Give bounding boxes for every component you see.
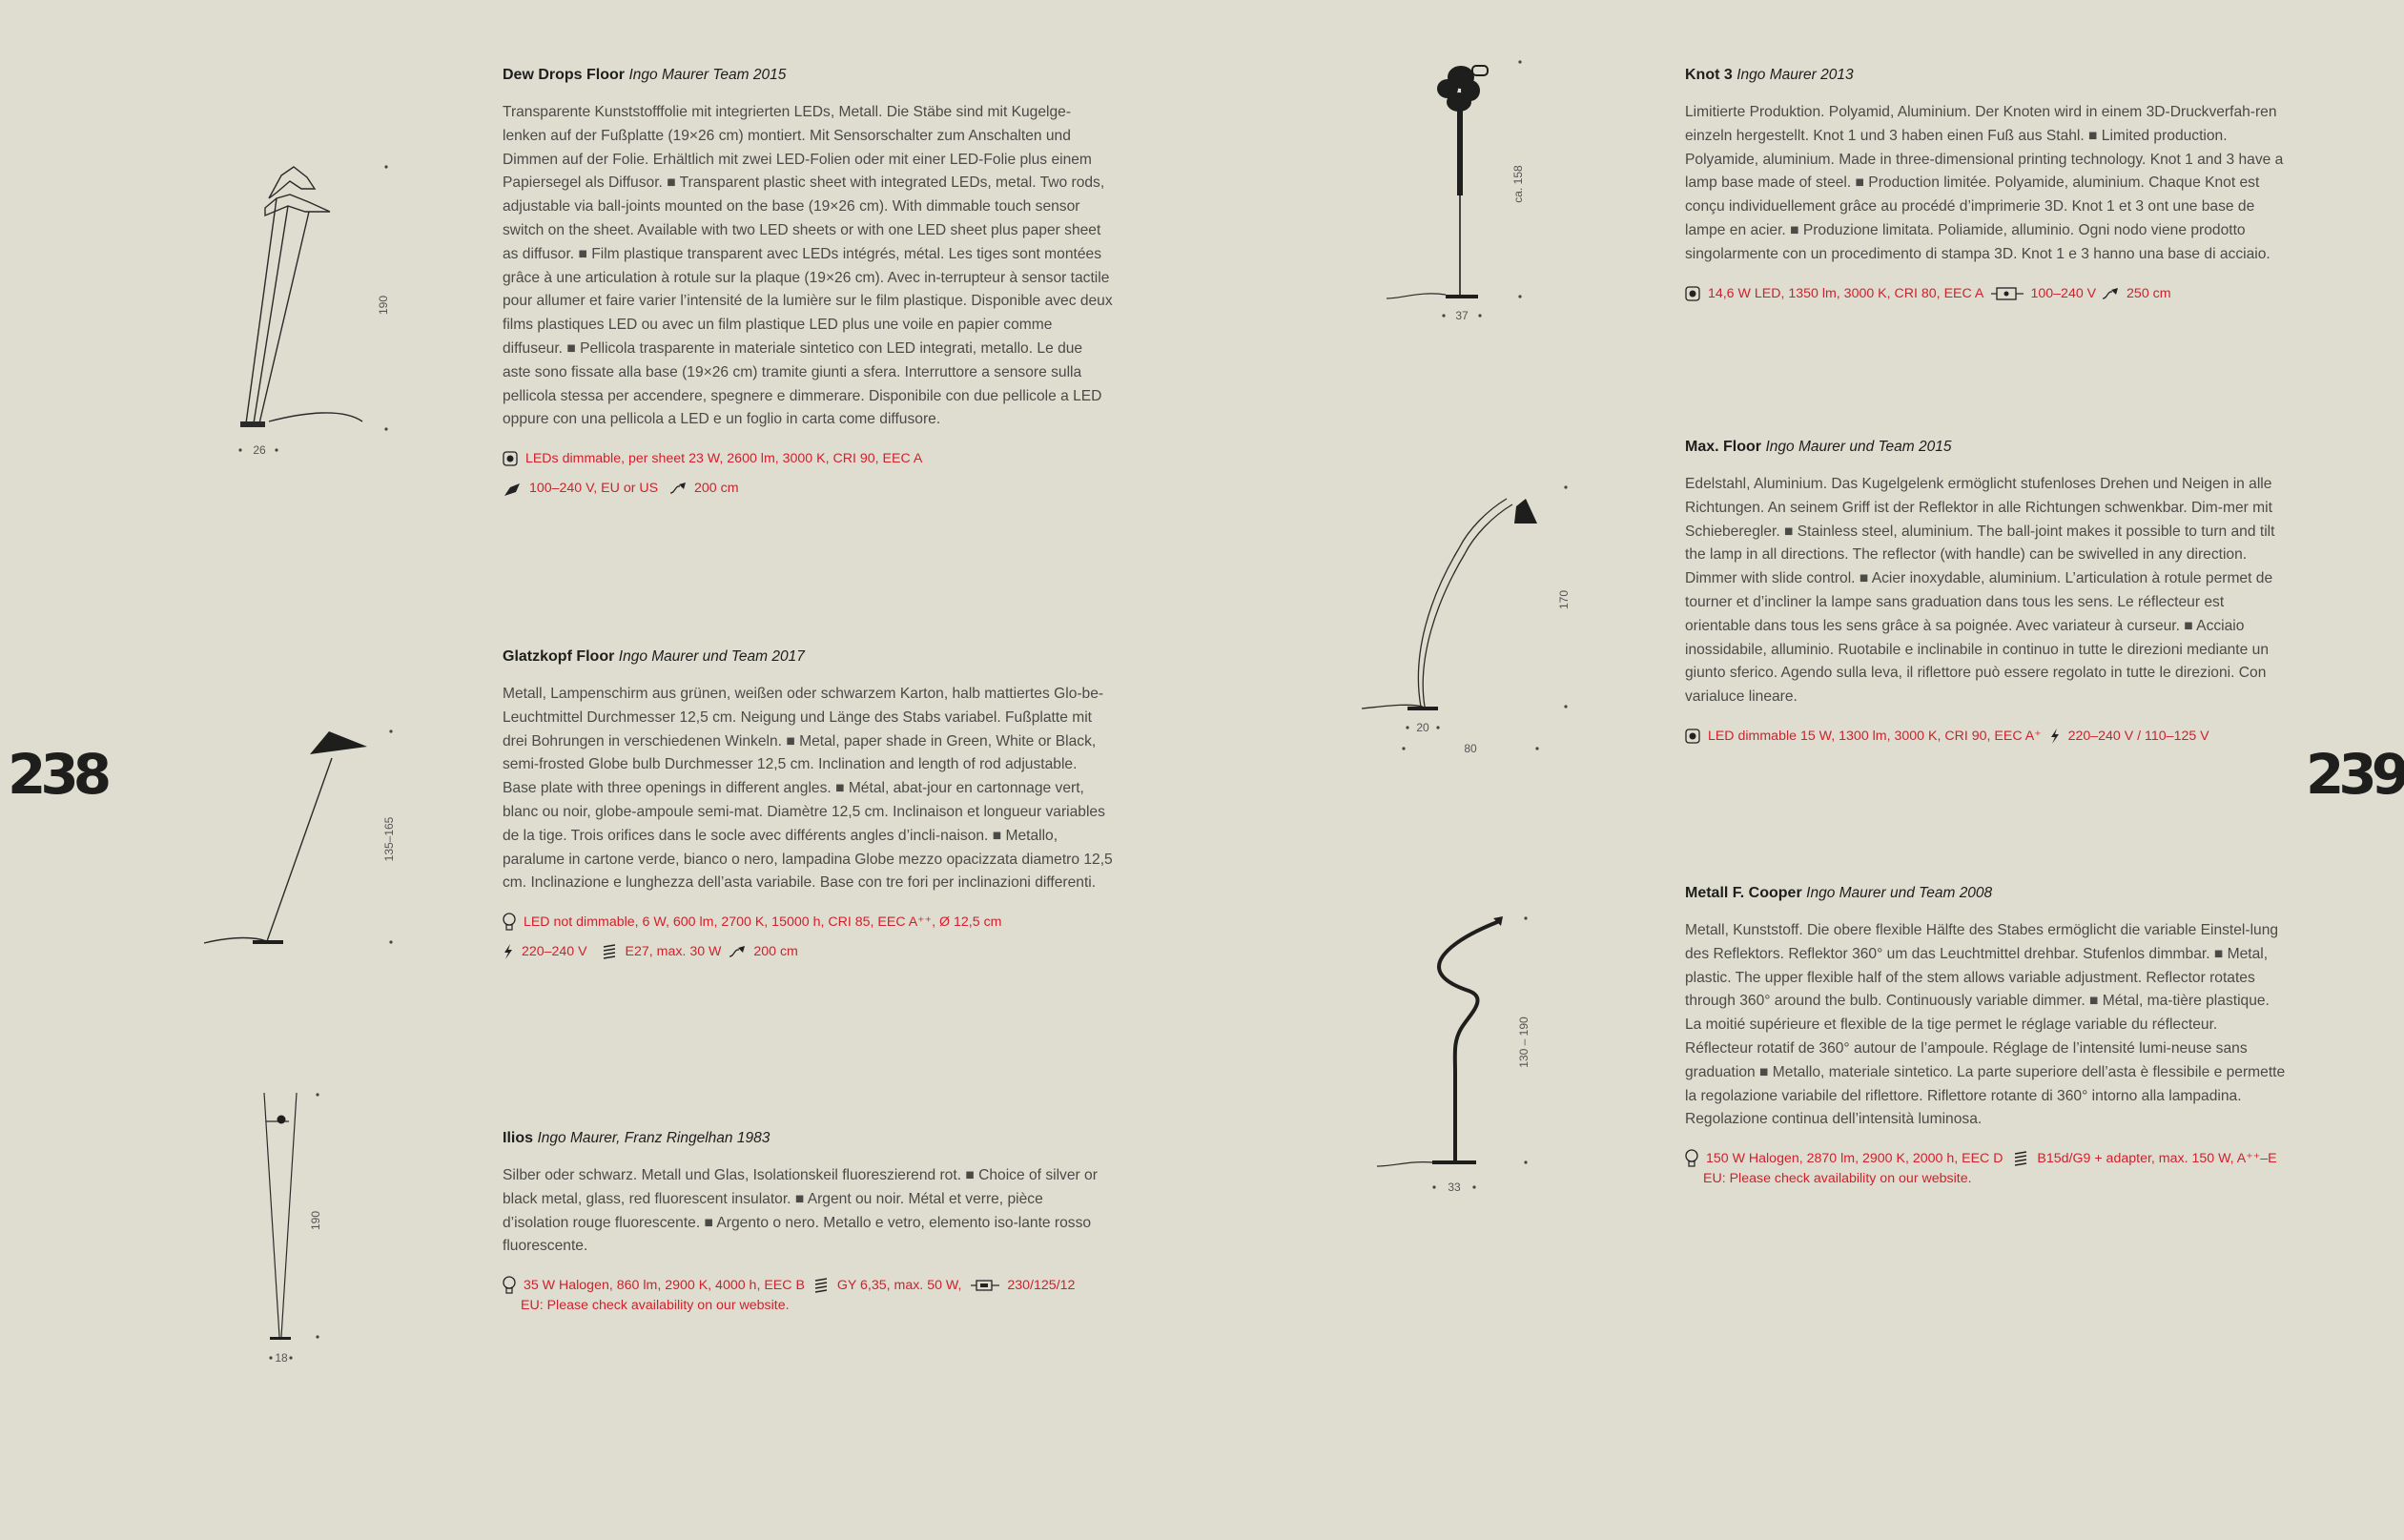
metall-f-cooper-illustration	[1373, 911, 1545, 1197]
glatzkopf-floor-illustration	[200, 720, 410, 968]
bulb-icon	[503, 1276, 516, 1295]
glatzkopf-height-label: 135–165	[382, 816, 396, 862]
ilios-height-label: 190	[309, 1210, 322, 1231]
glatzkopf-floor-entry	[503, 648, 1113, 962]
page-number-left: 238	[8, 742, 107, 807]
metall-f-cooper-height-label: 130 – 190	[1517, 1016, 1531, 1068]
product-name: Glatzkopf Floor	[503, 648, 615, 665]
product-designer: Ingo Maurer und Team 2017	[618, 648, 805, 665]
spec-availability: EU: Please check availability on our website.	[1703, 1171, 1972, 1187]
product-name: Metall F. Cooper	[1685, 885, 1802, 901]
spec-voltage: 220–240 V / 110–125 V	[2067, 728, 2209, 744]
led-icon	[1685, 729, 1700, 744]
product-title	[1685, 439, 2286, 456]
spec-socket: GY 6,35, max. 50 W,	[836, 1278, 962, 1294]
knot-3-entry	[1685, 67, 2286, 304]
spec-voltage: 220–240 V	[521, 944, 587, 960]
product-title	[503, 67, 1113, 84]
socket-icon	[2012, 1150, 2029, 1167]
product-name: Dew Drops Floor	[503, 67, 626, 83]
knot-3-illustration	[1383, 52, 1545, 329]
spec-light: LEDs dimmable, per sheet 23 W, 2600 lm, 3000 K, CRI 90, EEC A	[524, 451, 923, 467]
spec-block	[1685, 727, 2286, 747]
spec-socket: B15d/G9 + adapter, max. 150 W, A⁺⁺–E	[2037, 1151, 2277, 1167]
transformer-icon	[1991, 286, 2024, 301]
max-floor-entry	[1685, 439, 2286, 747]
max-floor-base-label: 20	[1416, 721, 1429, 734]
product-description: Edelstahl, Aluminium. Das Kugelgelenk ermöglicht stufenloses Drehen und Neigen in alle Richtungen. An seinem Griff ist der Reflektor in alle Richtungen schwenkbar. Dim-mer mit Schieberegler. ■ Stainless steel, aluminium. The ball-joint makes it possible to turn and tilt the lamp in all directions. The reflector (with handle) can be swivelled in any direction. Dimmer with slide control. ■ Acier inoxydable, aluminium. L’articulation à rotule permet de tourner et d’incliner la lampe sans graduation dans tous les sens. Le réflecteur est orientable dans tous les sens grâce à sa poignée. Avec variateur à curseur. ■ Acciaio inossidabile, alluminio. Ruotabile e inclinabile in continuo in tutte le direzioni mediante un giunto sferico. Agendo sulla leva, il riflettore può essere regolato in tutte le direzioni. Con varialuce lineare.	[1685, 476, 2275, 706]
product-description: Metall, Kunststoff. Die obere flexible Hälfte des Stabes ermöglicht die variable Einstel-lung des Reflektors. Reflektor 360° um das Leuchtmittel drehbar. Stufenlos dimmbar. ■ Metal, plastic. The upper flexible half of the stem allows variable adjustment. Reflector rotates through 360° around the bulb. Continuously variable dimmer. ■ Métal, ma-tière plastique. La moitié supérieure et flexible de la tige permet le réglage variable du réflecteur. Réflecteur rotatif de 360° autour de l’ampoule. Réglage de l’intensité lumi-neuse sans graduation ■ Metallo, materiale sintetico. La parte superiore dell’asta è flessibile e permette la regolazione variabile del riflettore. Riflettore rotante di 360° intorno alla lampadina. Regolazione continua dell’intensità luminosa.	[1685, 922, 2286, 1128]
ilios-illustration	[243, 1087, 348, 1368]
spec-socket: E27, max. 30 W	[625, 944, 722, 960]
product-designer: Ingo Maurer, Franz Ringelhan 1983	[537, 1130, 771, 1146]
product-title	[503, 648, 1113, 666]
spec-cable: 250 cm	[2127, 285, 2171, 301]
product-description: Limitierte Produktion. Polyamid, Aluminium. Der Knoten wird in einem 3D-Druckverfah-ren einzeln hergestellt. Knot 1 und 3 haben einen Fuß aus Stahl. ■ Limited production. Polyamide, aluminium. Made in three-dimensional printing technology. Knot 1 and 3 have a lamp base made of steel. ■ Production limitée. Polyamide, aluminium. Chaque Knot est conçu individuellement grâce au procédé d’imprimerie 3D. Knot 1 et 3 ont une base de lampe en acier. ■ Produzione limitata. Poliamide, alluminio. Ogni nodo viene prodotto singolarmente con un procedimento di stampa 3D. Knot 1 e 3 hanno una base di acciaio.	[1685, 104, 2284, 262]
spec-light: 150 W Halogen, 2870 lm, 2900 K, 2000 h, EEC D	[1705, 1151, 2003, 1167]
product-designer: Ingo Maurer und Team 2008	[1806, 885, 1993, 901]
max-floor-illustration	[1354, 482, 1583, 763]
product-description: Silber oder schwarz. Metall und Glas, Isolationskeil fluoreszierend rot. ■ Choice of silver or black metal, glass, red fluorescent insulator. ■ Argent ou noir. Métal et verre, pièce d’isolation rouge fluorescente. ■ Argento o nero. Metallo e vetro, elemento iso-lante rosso fluorescente.	[503, 1167, 1098, 1255]
spec-transformer: 230/125/12	[1007, 1278, 1076, 1294]
product-title	[1685, 885, 2286, 902]
socket-icon	[601, 943, 618, 960]
spec-block	[503, 913, 1113, 962]
spec-block	[503, 449, 1113, 499]
product-description: Metall, Lampenschirm aus grünen, weißen oder schwarzem Karton, halb mattiertes Glo-be-Leuchtmittel Durchmesser 12,5 cm. Neigung und Länge des Stabs variabel. Fußplatte mit drei Bohrungen in verschiedenen Winkeln. ■ Metal, paper shade in Green, White or Black, semi-frosted Globe bulb Durchmesser 12,5 cm. Inclination and length of rod adjustable. Base plate with three openings in different angles. ■ Métal, abat-jour en cartonnage vert, blanc ou noir, globe-ampoule semi-mat. Diamètre 12,5 cm. Inclinaison et longueur variables de la tige. Trois orifices dans le socle avec différents angles d’incli-naison. ■ Metallo, paralume in cartone verde, bianco o nero, lampadina Globe mezzo opacizzata diametro 12,5 cm. Inclinazione e lunghezza dell’asta variabile. Base con tre fori per inclinazioni differenti.	[503, 686, 1113, 892]
spec-cable: 200 cm	[753, 944, 798, 960]
socket-icon	[812, 1277, 830, 1294]
product-designer: Ingo Maurer und Team 2015	[1765, 439, 1952, 455]
power-plug-icon	[503, 480, 522, 497]
ilios-entry	[503, 1130, 1113, 1316]
dew-drops-floor-entry	[503, 67, 1113, 499]
spec-light: 14,6 W LED, 1350 lm, 3000 K, CRI 80, EEC A	[1707, 285, 1983, 301]
spec-voltage: 100–240 V	[2030, 285, 2097, 301]
metall-f-cooper-entry	[1685, 885, 2286, 1189]
product-title	[1685, 67, 2286, 84]
voltage-icon	[2049, 728, 2061, 745]
knot-3-height-label: ca. 158	[1511, 165, 1525, 203]
product-name: Max. Floor	[1685, 439, 1762, 455]
spec-availability: EU: Please check availability on our website.	[521, 1298, 790, 1314]
product-name: Knot 3	[1685, 67, 1733, 83]
product-designer: Ingo Maurer Team 2015	[628, 67, 787, 83]
cable-icon	[729, 945, 746, 958]
page-number-right: 239	[2306, 742, 2404, 807]
spec-light: LED dimmable 15 W, 1300 lm, 3000 K, CRI 90, EEC A⁺	[1707, 728, 2042, 744]
metall-f-cooper-base-label: 33	[1448, 1181, 1461, 1194]
dew-drops-floor-illustration	[219, 153, 410, 467]
spec-light: LED not dimmable, 6 W, 600 lm, 2700 K, 15000 h, CRI 85, EEC A⁺⁺, Ø 12,5 cm	[523, 914, 1002, 931]
spec-light: 35 W Halogen, 860 lm, 2900 K, 4000 h, EEC B	[523, 1278, 805, 1294]
max-floor-height-label: 170	[1557, 589, 1571, 610]
dew-drops-base-label: 26	[253, 443, 266, 457]
product-name: Ilios	[503, 1130, 534, 1146]
transformer-icon	[971, 1279, 999, 1292]
product-designer: Ingo Maurer 2013	[1736, 67, 1854, 83]
spec-block	[503, 1276, 1113, 1316]
spec-block	[1685, 284, 2286, 304]
spec-block	[1685, 1149, 2286, 1189]
led-icon	[503, 451, 518, 466]
bulb-icon	[503, 913, 516, 932]
dew-drops-height-label: 190	[377, 295, 390, 316]
product-title	[503, 1130, 1113, 1147]
voltage-icon	[503, 943, 514, 960]
knot-3-base-label: 37	[1455, 309, 1469, 322]
cable-icon	[2102, 287, 2119, 300]
max-floor-reach-label: 80	[1464, 742, 1477, 755]
bulb-icon	[1685, 1149, 1698, 1168]
spec-voltage: 100–240 V, EU or US	[528, 481, 659, 497]
cable-icon	[669, 482, 687, 495]
led-icon	[1685, 286, 1700, 301]
ilios-base-label: 18	[275, 1351, 288, 1365]
spec-cable: 200 cm	[694, 481, 739, 497]
product-description: Transparente Kunststofffolie mit integrierten LEDs, Metall. Die Stäbe sind mit Kugelge-lenken auf der Fußplatte (19×26 cm) montiert. Mit Sensorschalter zum Anschalten und Dimmen auf der Folie. Erhältlich mit zwei LED-Folien oder mit einer LED-Folie plus einem Papiersegel als Diffusor. ■ Transparent plastic sheet with integrated LEDs, metal. Two rods, adjustable via ball-joints mounted on the base (19×26 cm). With dimmable touch sensor switch on the sheet. Available with two LED sheets or with one LED sheet plus paper sheet as diffusor. ■ Film plastique transparent avec LEDs intégrés, métal. Les tiges sont montées grâce à une articulation à rotule sur la plaque (19×26 cm). Avec in-terrupteur à sensor tactile pour allumer et faire varier l’intensité de la lumière sur le film plastique. Disponible avec deux films plastiques LED ou avec un film plastique LED plus une voile en papier comme diffuseur. ■ Pellicola trasparente in materiale sintetico con LED integrati, metallo. Le due aste sono fissate alla base (19×26 cm) tramite giunti a sfera. Interruttore a sensore sulla pellicola stessa per accendere, spegnere e dimmerare. Disponibile con due pellicole a LED oppure con una pellicola a LED e un foglio in carta come diffusore.	[503, 104, 1113, 428]
